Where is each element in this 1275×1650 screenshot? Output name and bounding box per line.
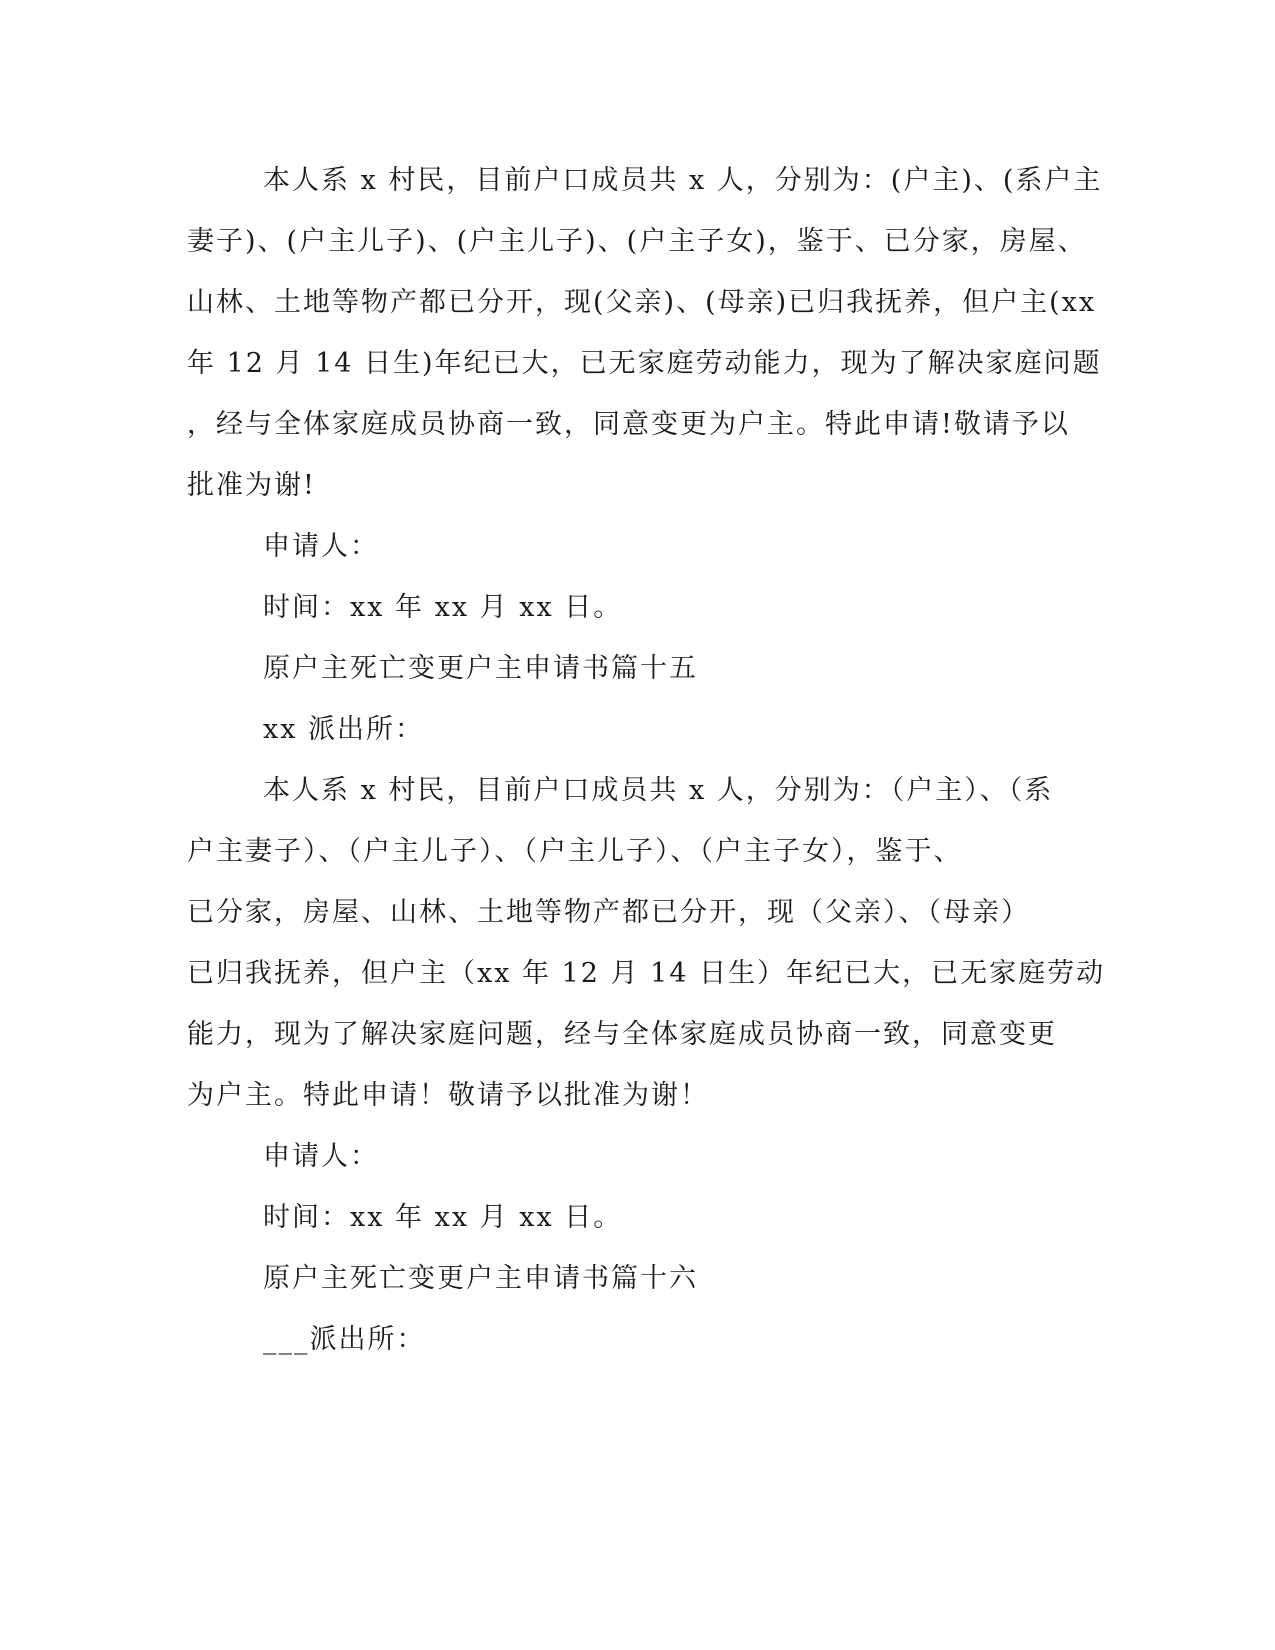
text-line: 原户主死亡变更户主申请书篇十五 [263,653,698,684]
text-line: 年 12 月 14 日生)年纪已大，已无家庭劳动能力，现为了解决家庭问题 [187,348,1102,379]
text-line: ，经与全体家庭成员协商一致，同意变更为户主。特此申请!敬请予以 [187,409,1070,440]
text-line: 本人系 x 村民，目前户口成员共 x 人，分别为：(户主)、(系户主 [263,165,1103,196]
addressee-line [187,699,1067,760]
text-line: 原户主死亡变更户主申请书篇十六 [263,1263,698,1294]
text-line: 批准为谢! [187,470,316,501]
section-heading [187,1248,1067,1309]
text-line: ___派出所： [263,1324,426,1355]
text-line: 为户主。特此申请！敬请予以批准为谢！ [187,1080,709,1111]
text-line: 申请人： [263,531,379,562]
addressee-line [187,1309,1067,1370]
text-line: 已归我抚养，但户主（xx 年 12 月 14 日生）年纪已大，已无家庭劳动 [187,958,1106,989]
text-line: 能力，现为了解决家庭问题，经与全体家庭成员协商一致，同意变更 [187,1019,1057,1050]
text-line: 山林、土地等物产都已分开，现(父亲)、(母亲)已归我抚养，但户主(xx [187,287,1097,318]
text-line: 时间：xx 年 xx 月 xx 日。 [263,592,623,623]
date-line [187,577,1067,638]
date-line [187,1187,1067,1248]
applicant-line [187,516,1067,577]
body-paragraph [187,760,1106,1126]
text-line: xx 派出所： [263,714,425,745]
text-line: 户主妻子）、（户主儿子）、（户主儿子）、（户主子女），鉴于、 [187,836,963,867]
text-line: 妻子)、(户主儿子)、(户主儿子)、(户主子女)，鉴于、已分家，房屋、 [187,226,1087,257]
document-page [187,150,1106,1370]
section-heading [187,638,1067,699]
text-line: 本人系 x 村民，目前户口成员共 x 人，分别为：（户主）、（系 [263,775,1054,806]
text-line: 申请人： [263,1141,379,1172]
applicant-line [187,1126,1067,1187]
text-line: 时间：xx 年 xx 月 xx 日。 [263,1202,623,1233]
body-paragraph [187,150,1103,516]
text-line: 已分家，房屋、山林、土地等物产都已分开，现（父亲）、（母亲） [187,897,1030,928]
